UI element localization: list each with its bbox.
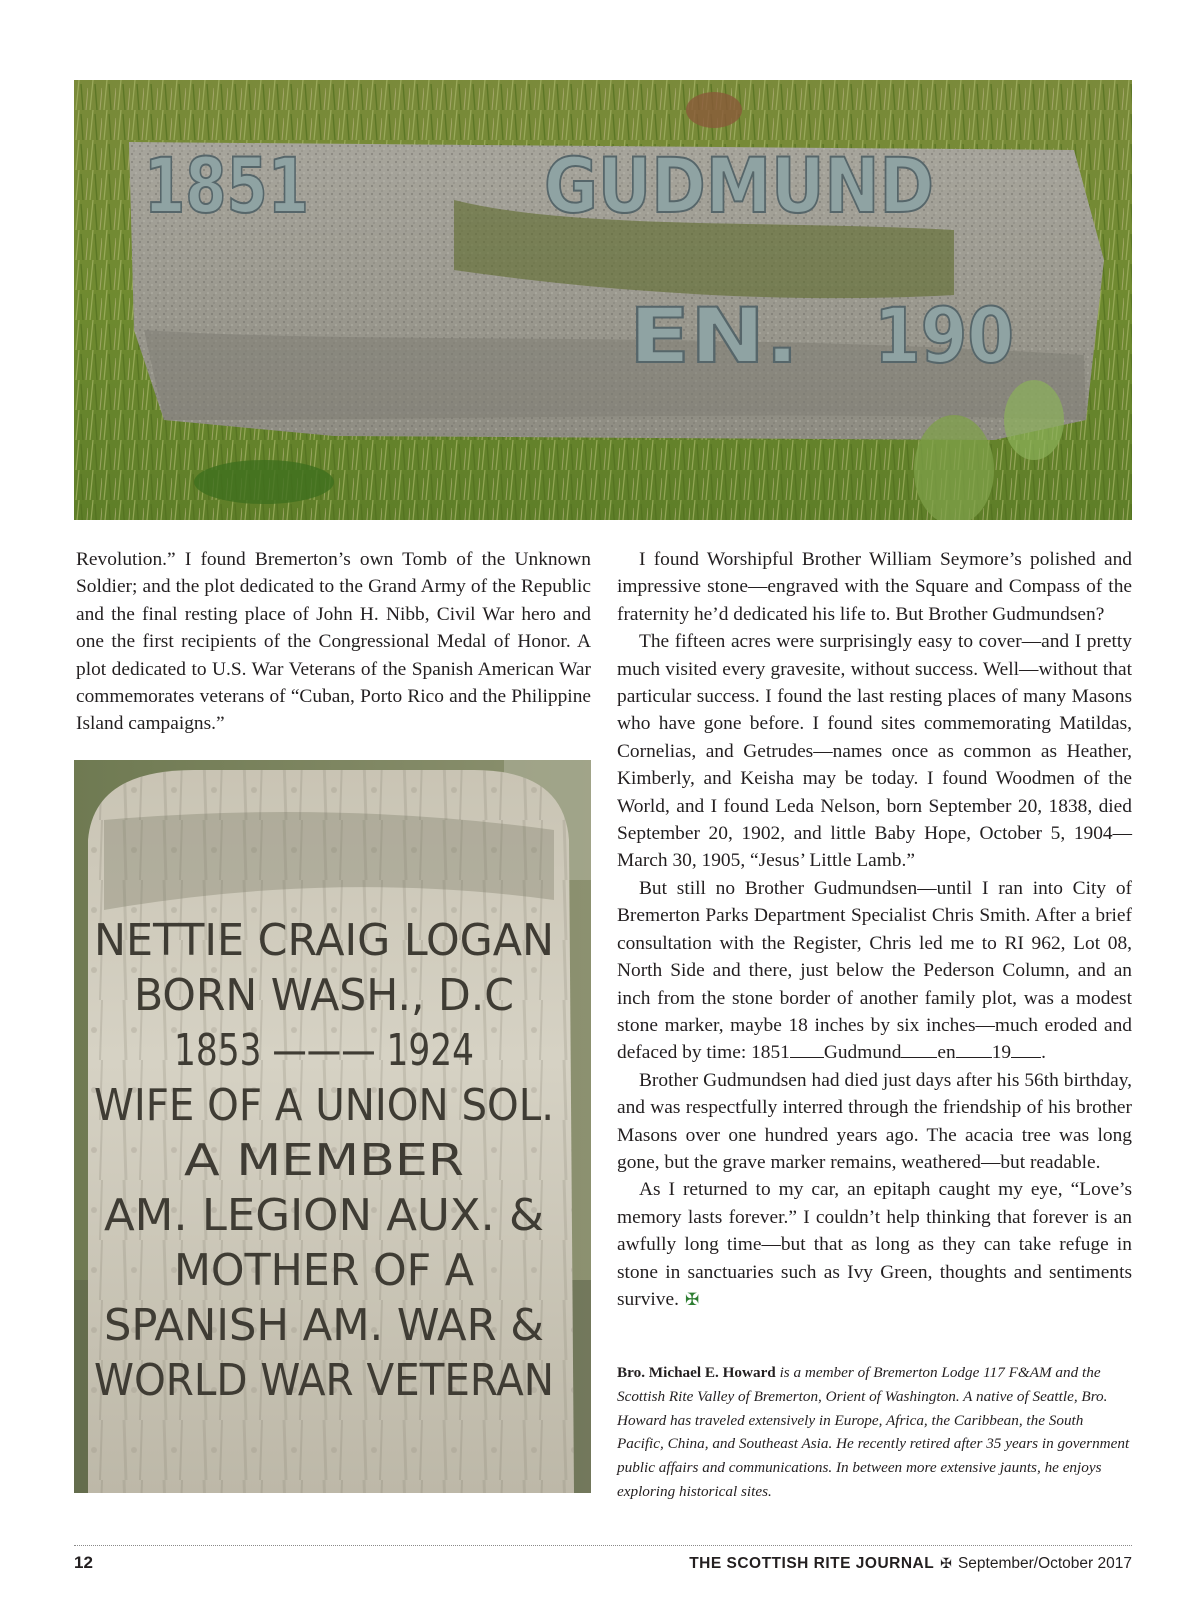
headstone-line-8: SPANISH AM. WAR & bbox=[104, 1300, 544, 1351]
headstone-line-2: BORN WASH., D.C bbox=[134, 970, 514, 1021]
author-bio bbox=[617, 1361, 1132, 1504]
issue-date: September/October 2017 bbox=[957, 1555, 1132, 1572]
left-paragraph-1: Revolution.” I found Bremerton’s own Tomb of the Unknown Soldier; and the plot dedicated to the Grand Army of the Republic and the final resting place of John H. Nibb, Civil War hero and one the first recipients of the Congressional Medal of Honor. A plot dedicated to U.S. War Veterans of the Spanish American War commemorates veterans of “Cuban, Porto Rico and the Philippine Island campaigns.” bbox=[76, 549, 591, 735]
blank-line bbox=[956, 1043, 992, 1058]
headstone-line-7: MOTHER OF A bbox=[174, 1245, 474, 1296]
left-column bbox=[76, 546, 591, 738]
headstone-line-4: WIFE OF A UNION SOL. bbox=[94, 1080, 554, 1131]
page-number: 12 bbox=[74, 1553, 93, 1572]
right-paragraph-5 bbox=[617, 1176, 1132, 1313]
cross-separator-icon: ✠ bbox=[940, 1555, 952, 1571]
headstone-line-3: 1853 ——— 1924 bbox=[174, 1025, 474, 1076]
journal-name: THE SCOTTISH RITE JOURNAL bbox=[689, 1555, 935, 1572]
footer-divider bbox=[74, 1545, 1132, 1546]
marker-suffix-text: EN. bbox=[629, 291, 799, 380]
grave-marker-photo-graphic bbox=[74, 80, 1132, 520]
right-paragraph-5-text: As I returned to my car, an epitaph caught my eye, “Love’s memory lasts forever.” I couldn’t help thinking that forever is an awfully long time—but that as long as they can take refuge in stone in sanctuaries such as Ivy Green, thoughts and sentiments survive. bbox=[617, 1179, 1132, 1310]
headstone-line-9: WORLD WAR VETERAN bbox=[94, 1355, 554, 1406]
blank-line bbox=[790, 1043, 824, 1058]
headstone-line-6: AM. LEGION AUX. & bbox=[104, 1190, 544, 1241]
marker-transcription-19: 19 bbox=[991, 1042, 1012, 1064]
marker-name-text: GUDMUND bbox=[544, 141, 934, 230]
blank-line bbox=[1011, 1043, 1041, 1058]
marker-year-text: 1851 bbox=[144, 141, 309, 230]
marker-date-text: 190 bbox=[874, 291, 1014, 380]
author-name: Bro. Michael E. Howard bbox=[617, 1364, 776, 1381]
cross-end-icon: ✠ bbox=[684, 1289, 700, 1309]
right-paragraph-1: I found Worshipful Brother William Seymore’s polished and impressive stone—engraved with the Square and Compass of the fraternity he’d dedicated his life to. But Brother Gudmundsen? bbox=[617, 549, 1132, 625]
right-paragraph-2: The fifteen acres were surprisingly easy to cover—and I pretty much visited every gravesite, without success. Well—without that particular success. I found the last resting places of many Masons who have gone before. I found sites commemorating Matildas, Cornelias, and Getrudes—names once as common as Heather, Kimberly, and Keisha may be today. I found Woodmen of the World, and I found Leda Nelson, born September 20, 1838, died September 20, 1902, and little Baby Hope, October 5, 1904—March 30, 1905, “Jesus’ Little Lamb.” bbox=[617, 631, 1132, 872]
headstone-photo bbox=[74, 760, 591, 1493]
headstone-photo-graphic bbox=[74, 760, 591, 1493]
blank-line bbox=[901, 1043, 937, 1058]
marker-transcription-gudmund: Gudmund bbox=[823, 1042, 902, 1064]
footer-running-title bbox=[689, 1555, 1132, 1573]
marker-transcription-en: en bbox=[937, 1042, 956, 1064]
paragraph-3-end: . bbox=[1041, 1042, 1046, 1064]
right-paragraph-4: Brother Gudmundsen had died just days after his 56th birthday, and was respectfully interred through the friendship of his brother Masons over one hundred years ago. The acacia tree was long gone, but the grave marker remains, weathered—but readable. bbox=[617, 1069, 1132, 1173]
right-column bbox=[617, 546, 1132, 1313]
right-paragraph-3 bbox=[617, 875, 1132, 1067]
right-paragraph-3-text: But still no Brother Gudmundsen—until I ran into City of Bremerton Parks Department Specialist Chris Smith. After a brief consultation with the Register, Chris led me to RI 962, Lot 08, North Side and there, just below the Pederson Column, and an inch from the stone border of another family plot, was a modest stone marker, maybe 18 inches by six inches—much eroded and defaced by time: bbox=[617, 877, 1132, 1064]
author-bio-text: is a member of Bremerton Lodge 117 F&AM and the Scottish Rite Valley of Bremerton, Orient of Washington. A native of Seattle, Bro. Howard has traveled extensively in Europe, Africa, the Caribbean, the South Pacific, China, and Southeast Asia. He recently retired after 35 years in government public affairs and communications. In between more extensive jaunts, he enjoys exploring historical sites. bbox=[617, 1364, 1130, 1500]
headstone-line-1: NETTIE CRAIG LOGAN bbox=[94, 915, 554, 966]
grave-marker-photo bbox=[74, 80, 1132, 520]
headstone-line-5: A MEMBER bbox=[184, 1135, 464, 1186]
marker-transcription-1851: 1851 bbox=[751, 1042, 790, 1064]
